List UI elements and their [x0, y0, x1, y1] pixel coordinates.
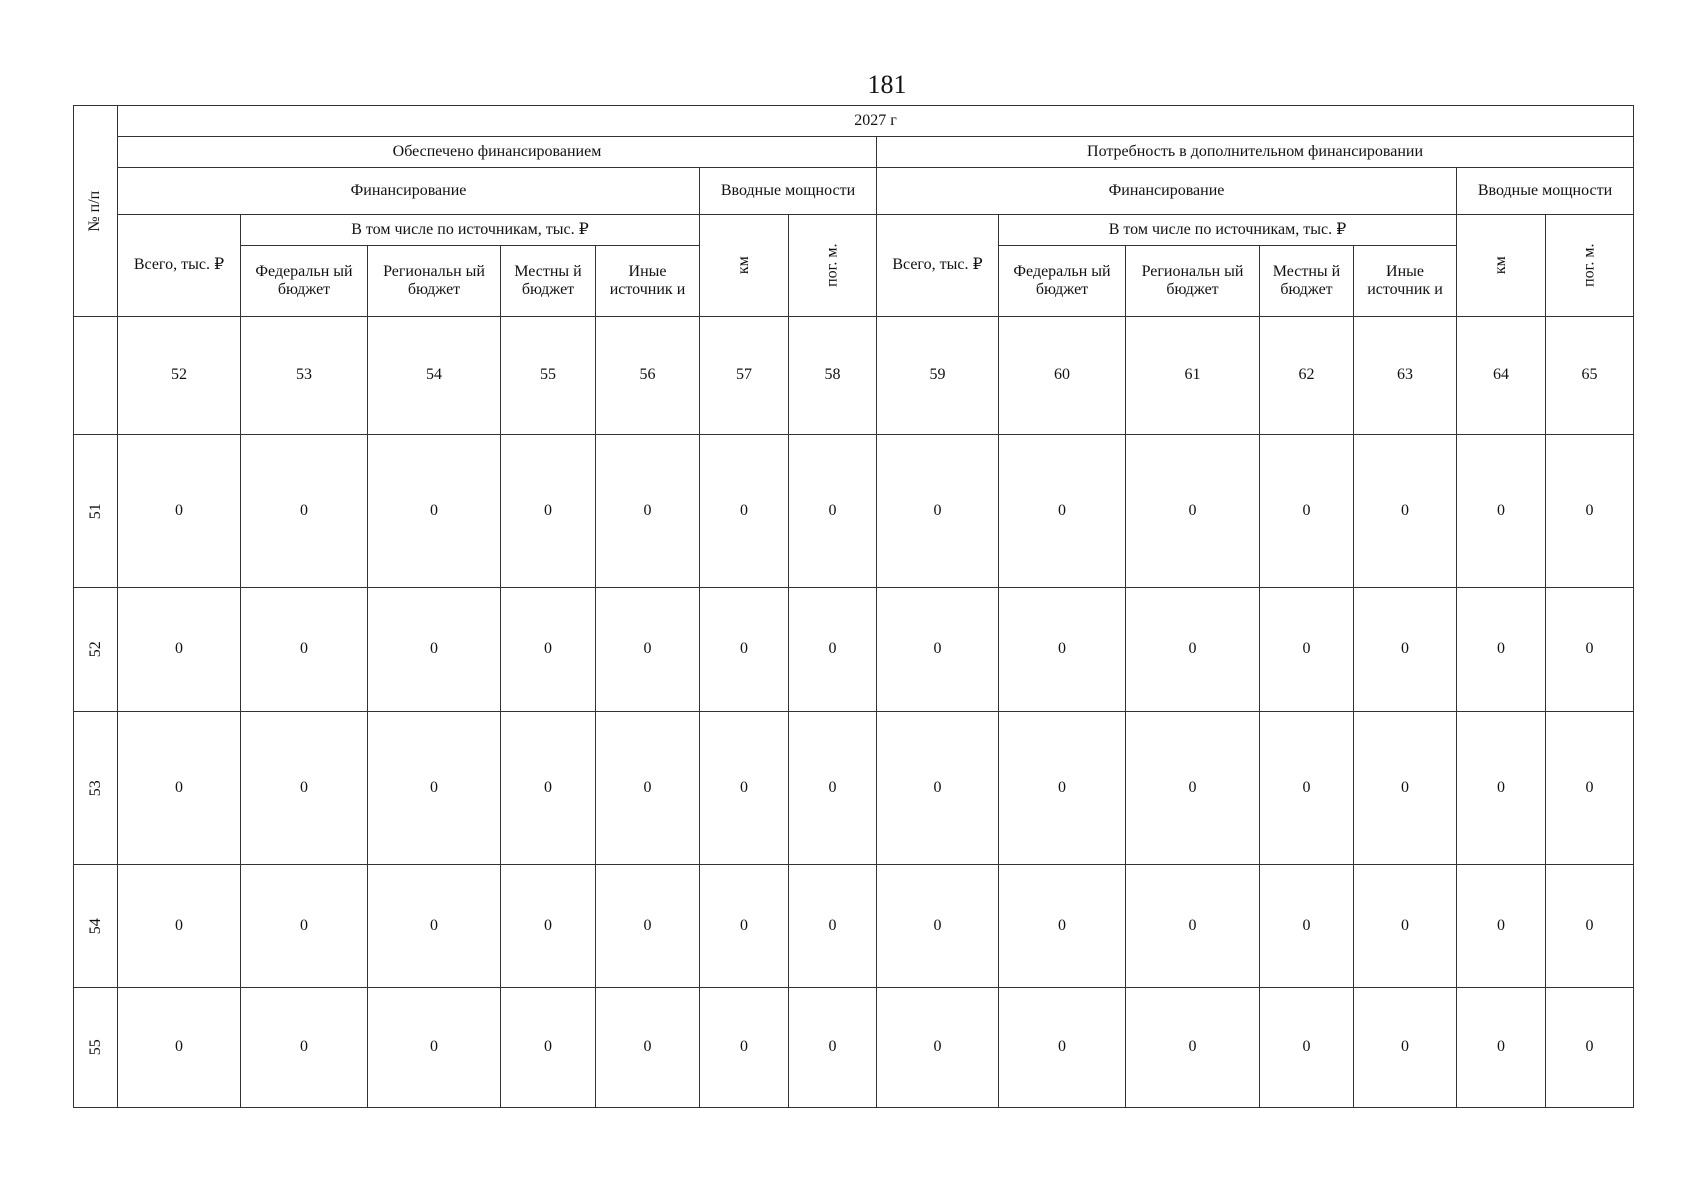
value-cell: 0: [241, 988, 368, 1108]
value-cell: 0: [368, 988, 501, 1108]
year-header: 2027 г: [118, 106, 1634, 137]
row-number-header: № п/п: [74, 106, 118, 317]
value-cell: 0: [1260, 588, 1354, 712]
value-cell: 0: [501, 712, 596, 865]
value-cell: 0: [1354, 865, 1457, 988]
value-cell: 0: [118, 988, 241, 1108]
other-header-funded: Иные источник и: [596, 246, 700, 317]
column-number: 55: [501, 317, 596, 435]
value-cell: 0: [1546, 988, 1634, 1108]
value-cell: 0: [700, 435, 789, 588]
value-cell: 0: [789, 865, 877, 988]
value-cell: 0: [877, 988, 999, 1108]
value-cell: 0: [1354, 435, 1457, 588]
value-cell: 0: [118, 435, 241, 588]
table-row: [74, 988, 1634, 1108]
column-number: 54: [368, 317, 501, 435]
header-row-year: [74, 106, 1634, 137]
column-number: 62: [1260, 317, 1354, 435]
value-cell: 0: [241, 865, 368, 988]
table-row: [74, 588, 1634, 712]
value-cell: 0: [118, 588, 241, 712]
value-cell: 0: [1457, 865, 1546, 988]
value-cell: 0: [118, 865, 241, 988]
row-number-cell: [74, 865, 118, 988]
value-cell: 0: [1354, 712, 1457, 865]
header-row-sections: [74, 168, 1634, 215]
value-cell: 0: [999, 712, 1126, 865]
km-header-need: км: [1457, 215, 1546, 317]
value-cell: 0: [789, 435, 877, 588]
column-number: 56: [596, 317, 700, 435]
value-cell: 0: [999, 865, 1126, 988]
sources-header-need: В том числе по источникам, тыс. ₽: [999, 215, 1457, 246]
value-cell: 0: [999, 988, 1126, 1108]
value-cell: 0: [700, 988, 789, 1108]
value-cell: 0: [368, 712, 501, 865]
capacities-header-need: Вводные мощности: [1457, 168, 1634, 215]
value-cell: 0: [1546, 588, 1634, 712]
value-cell: 0: [789, 712, 877, 865]
value-cell: 0: [877, 865, 999, 988]
capacities-header-funded: Вводные мощности: [700, 168, 877, 215]
value-cell: 0: [501, 865, 596, 988]
value-cell: 0: [1260, 988, 1354, 1108]
value-cell: 0: [1457, 588, 1546, 712]
value-cell: 0: [1457, 435, 1546, 588]
other-header-need: Иные источник и: [1354, 246, 1457, 317]
value-cell: 0: [1260, 865, 1354, 988]
column-number: 59: [877, 317, 999, 435]
local-header-funded: Местны й бюджет: [501, 246, 596, 317]
value-cell: 0: [700, 588, 789, 712]
row-number: 53: [86, 779, 104, 796]
value-cell: 0: [1457, 712, 1546, 865]
federal-header-need: Федеральн ый бюджет: [999, 246, 1126, 317]
value-cell: 0: [241, 712, 368, 865]
funded-header: Обеспечено финансированием: [118, 137, 877, 168]
value-cell: 0: [1260, 435, 1354, 588]
column-number: 61: [1126, 317, 1260, 435]
value-cell: 0: [1354, 588, 1457, 712]
regional-header-funded: Региональн ый бюджет: [368, 246, 501, 317]
row-number-cell: [74, 988, 118, 1108]
value-cell: 0: [368, 435, 501, 588]
header-row-groups: [74, 137, 1634, 168]
value-cell: 0: [999, 435, 1126, 588]
value-cell: 0: [1126, 865, 1260, 988]
value-cell: 0: [1354, 988, 1457, 1108]
column-number: 57: [700, 317, 789, 435]
value-cell: 0: [1546, 435, 1634, 588]
value-cell: 0: [1260, 712, 1354, 865]
row-number: 54: [86, 917, 104, 934]
table-row: [74, 435, 1634, 588]
column-number: 64: [1457, 317, 1546, 435]
value-cell: 0: [596, 865, 700, 988]
value-cell: 0: [501, 988, 596, 1108]
value-cell: 0: [1126, 588, 1260, 712]
value-cell: 0: [1457, 988, 1546, 1108]
value-cell: 0: [596, 435, 700, 588]
total-header-funded: Всего, тыс. ₽: [118, 215, 241, 317]
total-header-need: Всего, тыс. ₽: [877, 215, 999, 317]
value-cell: 0: [700, 865, 789, 988]
linear-m-header-need: пог. м.: [1546, 215, 1634, 317]
row-number: 51: [86, 502, 104, 519]
row-number-cell: [74, 588, 118, 712]
table-row: [74, 865, 1634, 988]
km-header-funded: км: [700, 215, 789, 317]
value-cell: 0: [1126, 435, 1260, 588]
need-additional-header: Потребность в дополнительном финансировании: [877, 137, 1634, 168]
value-cell: 0: [596, 712, 700, 865]
value-cell: 0: [789, 988, 877, 1108]
financing-table: [73, 105, 1634, 1108]
column-number: 60: [999, 317, 1126, 435]
value-cell: 0: [1126, 988, 1260, 1108]
regional-header-need: Региональн ый бюджет: [1126, 246, 1260, 317]
value-cell: 0: [877, 588, 999, 712]
column-number: 52: [118, 317, 241, 435]
value-cell: 0: [1546, 865, 1634, 988]
column-number: 63: [1354, 317, 1457, 435]
row-number-cell: [74, 435, 118, 588]
page-number: 181: [867, 70, 907, 99]
column-number-row: [74, 317, 1634, 435]
value-cell: 0: [999, 588, 1126, 712]
value-cell: 0: [596, 588, 700, 712]
row-number: 52: [86, 641, 104, 658]
header-row-sources: [74, 215, 1634, 246]
financing-header-funded: Финансирование: [118, 168, 700, 215]
federal-header-funded: Федеральн ый бюджет: [241, 246, 368, 317]
value-cell: 0: [368, 865, 501, 988]
value-cell: 0: [241, 588, 368, 712]
column-number-blank: [74, 317, 118, 435]
value-cell: 0: [501, 588, 596, 712]
value-cell: 0: [700, 712, 789, 865]
value-cell: 0: [1546, 712, 1634, 865]
value-cell: 0: [1126, 712, 1260, 865]
sources-header-funded: В том числе по источникам, тыс. ₽: [241, 215, 700, 246]
column-number: 53: [241, 317, 368, 435]
value-cell: 0: [368, 588, 501, 712]
column-number: 58: [789, 317, 877, 435]
value-cell: 0: [596, 988, 700, 1108]
row-number: 55: [86, 1039, 104, 1056]
value-cell: 0: [241, 435, 368, 588]
row-number-cell: [74, 712, 118, 865]
value-cell: 0: [877, 435, 999, 588]
value-cell: 0: [501, 435, 596, 588]
table-row: [74, 712, 1634, 865]
linear-m-header-funded: пог. м.: [789, 215, 877, 317]
column-number: 65: [1546, 317, 1634, 435]
value-cell: 0: [118, 712, 241, 865]
financing-header-need: Финансирование: [877, 168, 1457, 215]
local-header-need: Местны й бюджет: [1260, 246, 1354, 317]
value-cell: 0: [877, 712, 999, 865]
value-cell: 0: [789, 588, 877, 712]
